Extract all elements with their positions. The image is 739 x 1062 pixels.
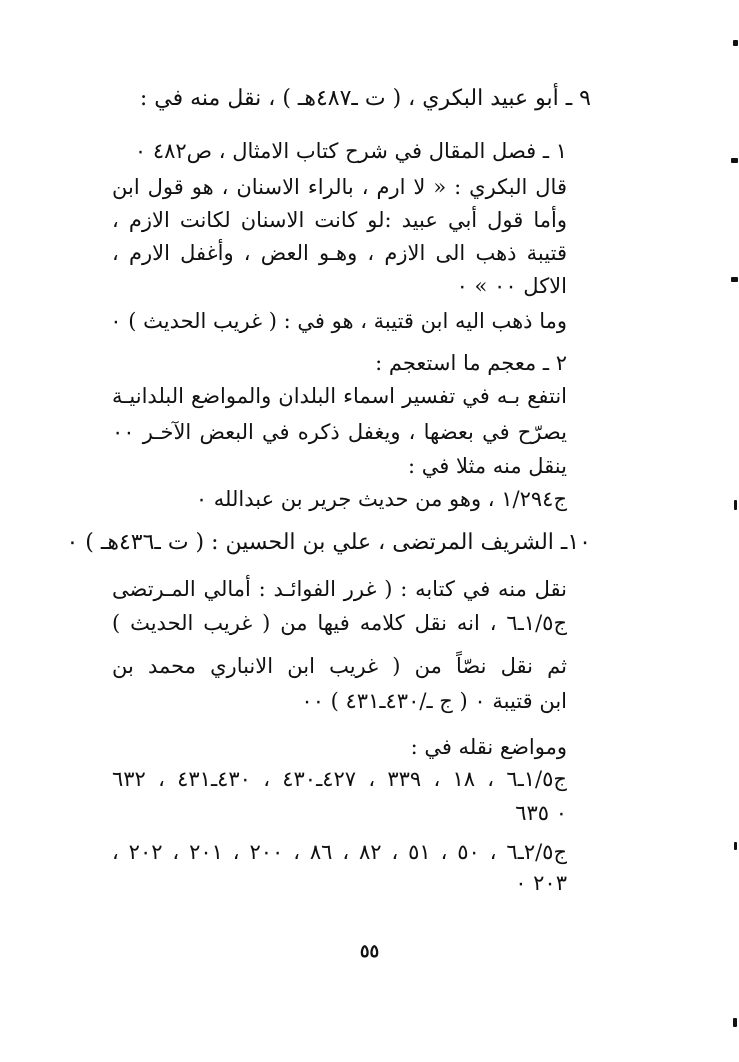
edge-mark bbox=[731, 277, 738, 282]
edge-mark bbox=[734, 500, 737, 510]
paragraph-line: ابن قتيبة ٠ ( ج ـ/٤٣٠ـ٤٣١ ) ٠٠ bbox=[301, 689, 567, 713]
reference-list-line: ج١/٥ـ٦ ، ١٨ ، ٣٣٩ ، ٤٢٧ـ٤٣٠ ، ٤٣٠ـ٤٣١ ، ٦٣٢ bbox=[112, 767, 567, 791]
subentry-1-heading: ١ ـ فصل المقال في شرح كتاب الامثال ، ص٤٨٢ ٠ bbox=[134, 139, 567, 163]
entry-10-heading: ١٠ـ الشريف المرتضى ، علي بن الحسين : ( ت ـ٤٣٦هـ ) ٠ bbox=[66, 530, 591, 555]
paragraph-line: ثم نقل نصّاً من ( غريب ابن الانباري محمد بن bbox=[112, 654, 567, 678]
reference-list-line: ج٢/٥ـ٦ ، ٥٠ ، ٥١ ، ٨٢ ، ٨٦ ، ٢٠٠ ، ٢٠١ ، ٢٠٢ ، bbox=[112, 840, 567, 864]
paragraph-line: ج١/٢٩٤ ، وهو من حديث جرير بن عبدالله ٠ bbox=[195, 487, 567, 511]
paragraph-line: ج١/٥ـ٦ ، انه نقل كلامه فيها من ( غريب الحديث ) bbox=[112, 611, 567, 635]
paragraph-line: انتفع بـه في تفسير اسماء البلدان والمواضع البلدانيـة bbox=[112, 384, 567, 408]
edge-mark bbox=[734, 842, 737, 850]
entry-9-heading: ٩ ـ أبو عبيد البكري ، ( ت ـ٤٨٧هـ ) ، نقل منه في : bbox=[139, 86, 591, 111]
edge-mark bbox=[731, 158, 738, 163]
paragraph-line: الاكل ٠٠ » ٠ bbox=[456, 274, 567, 298]
page-number: ٥٥ bbox=[359, 941, 380, 962]
edge-mark bbox=[733, 1018, 737, 1027]
paragraph-line: وأما قول أبي عبيد :لو كانت الاسنان لكانت الازم ، bbox=[112, 208, 567, 232]
paragraph-line: نقل منه في كتابه : ( غرر الفوائـد : أمالي المـرتضى bbox=[112, 577, 567, 601]
paragraph-line: ينقل منه مثلا في : bbox=[408, 454, 567, 478]
reference-list-line: ٠ ٦٣٥ bbox=[515, 801, 567, 825]
paragraph-line: قتيبة ذهب الى الازم ، وهـو العض ، وأغفل الارم ، bbox=[112, 241, 567, 265]
subentry-2-heading: ٢ ـ معجم ما استعجم : bbox=[375, 351, 567, 375]
paragraph-line: يصرّح في بعضها ، ويغفل ذكره في البعض الآخـر ٠٠ bbox=[112, 420, 567, 444]
paragraph-line: وما ذهب اليه ابن قتيبة ، هو في : ( غريب الحديث ) ٠ bbox=[110, 309, 567, 333]
paragraph-line: قال البكري : « لا ارم ، بالراء الاسنان ، هو قول ابن bbox=[112, 175, 567, 199]
edge-mark bbox=[733, 40, 738, 46]
paragraph-line: ومواضع نقله في : bbox=[410, 735, 567, 759]
reference-list-line: ٢٠٣ ٠ bbox=[515, 871, 567, 895]
